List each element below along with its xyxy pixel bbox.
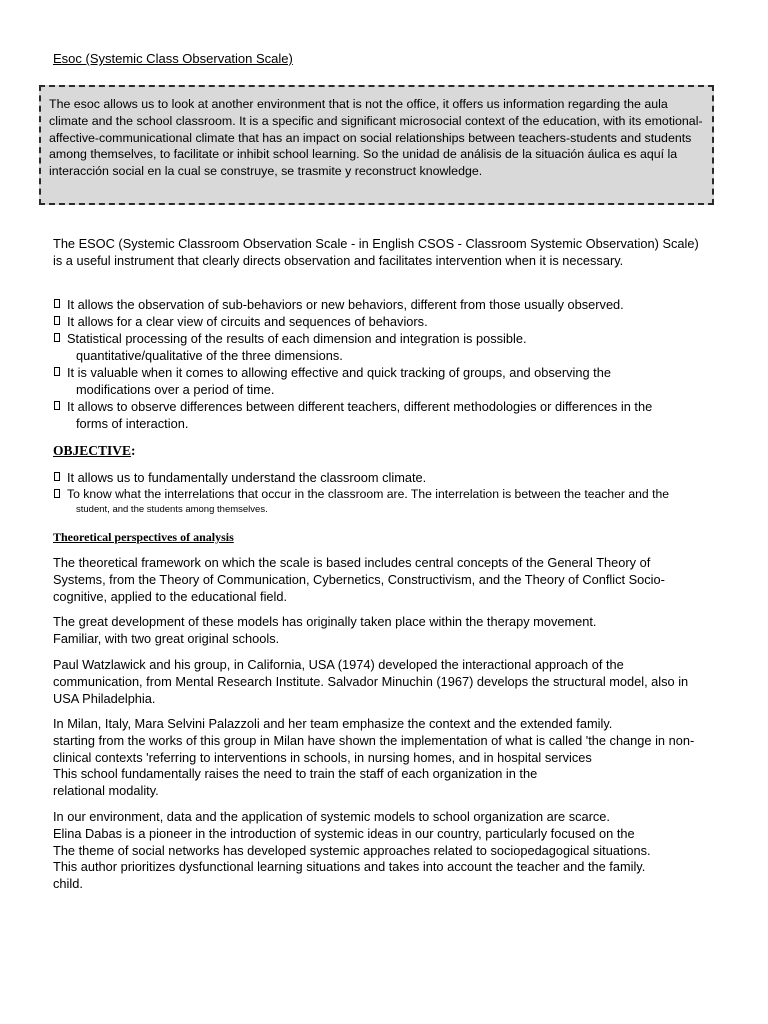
bullet-box-icon [54, 367, 60, 376]
abstract-box [39, 85, 714, 205]
list-item [54, 330, 704, 364]
list-item [54, 313, 704, 330]
list-item-text: It is valuable when it comes to allowing effective and quick tracking of groups, and observing the [67, 365, 611, 380]
list-item-text: It allows for a clear view of circuits and sequences of behaviors. [67, 314, 428, 329]
bullet-box-icon [54, 333, 60, 342]
intro-paragraph: The ESOC (Systemic Classroom Observation Scale - in English CSOS - Classroom Systemic Observation) Scale) is a useful instrument that clearly directs observation and facilitates intervention when it is necessary. [53, 236, 699, 268]
objective-heading-text: OBJECTIVE [53, 443, 132, 458]
list-item-continuation: quantitative/qualitative of the three dimensions. [76, 348, 343, 363]
objective-heading-colon: : [131, 443, 136, 458]
bullet-box-icon [54, 401, 60, 410]
objectives-list [54, 469, 704, 517]
list-item-text: It allows the observation of sub-behaviors or new behaviors, different from those usually observed. [67, 297, 624, 312]
list-item [54, 398, 704, 432]
body-paragraph: In our environment, data and the application of systemic models to school organization are scarce. Elina Dabas is a pioneer in the introduction of systemic ideas in our country, particularly focused on the The theme of social networks has developed systemic approaches related to sociopedagogical situations. This author prioritizes dysfunctional learning situations and takes into account the teacher and the family. child. [53, 809, 651, 892]
bullet-box-icon [54, 472, 60, 481]
body-paragraph: In Milan, Italy, Mara Selvini Palazzoli and her team emphasize the context and the extended family. starting from the works of this group in Milan have shown the implementation of what is called 'the change in non-clinical contexts 'referring to interventions in schools, in nursing homes, and in hospital services This school fundamentally raises the need to train the staff of each organization in the relational modality. [53, 716, 695, 799]
features-list [54, 296, 704, 432]
body-paragraph: The theoretical framework on which the scale is based includes central concepts of the General Theory of Systems, from the Theory of Communication, Cybernetics, Constructivism, and the Theory of Conflict Socio-cognitive, applied to the educational field. [53, 555, 665, 604]
list-item-text: To know what the interrelations that occur in the classroom are. The interrelation is between the teacher and the [67, 487, 670, 501]
objective-heading [53, 443, 136, 459]
document-title: Esoc (Systemic Class Observation Scale) [53, 51, 293, 66]
list-item-continuation: student, and the students among themselves. [76, 504, 268, 515]
list-item-text: It allows us to fundamentally understand the classroom climate. [67, 470, 427, 485]
list-item [54, 296, 704, 313]
bullet-box-icon [54, 489, 60, 498]
list-item [54, 364, 704, 398]
list-item-continuation: forms of interaction. [76, 416, 189, 431]
body-paragraph: The great development of these models has originally taken place within the therapy movement. Familiar, with two great original schools. [53, 614, 597, 646]
list-item-continuation: modifications over a period of time. [76, 382, 275, 397]
abstract-text: The esoc allows us to look at another environment that is not the office, it offers us information regarding the aula climate and the school classroom. It is a specific and significant microsocial context of the education, with its emotional-affective-communicational climate that has an impact on social relationships between teachers-students and students among themselves, to facilitate or inhibit school learning. So the unidad de análisis de la situación áulica es aquí la interacción social en la cual se construye, se trasmite y reconstruct knowledge. [49, 97, 703, 179]
bullet-box-icon [54, 299, 60, 308]
list-item-text: It allows to observe differences between different teachers, different methodologies or differences in the [67, 399, 653, 414]
list-item-text: Statistical processing of the results of each dimension and integration is possible. [67, 331, 527, 346]
body-paragraph: Paul Watzlawick and his group, in California, USA (1974) developed the interactional approach of the communication, from Mental Research Institute. Salvador Minuchin (1967) develops the structural model, also in USA Philadelphia. [53, 657, 689, 706]
list-item [54, 486, 704, 517]
bullet-box-icon [54, 316, 60, 325]
theory-heading: Theoretical perspectives of analysis [53, 530, 234, 544]
list-item [54, 469, 704, 486]
